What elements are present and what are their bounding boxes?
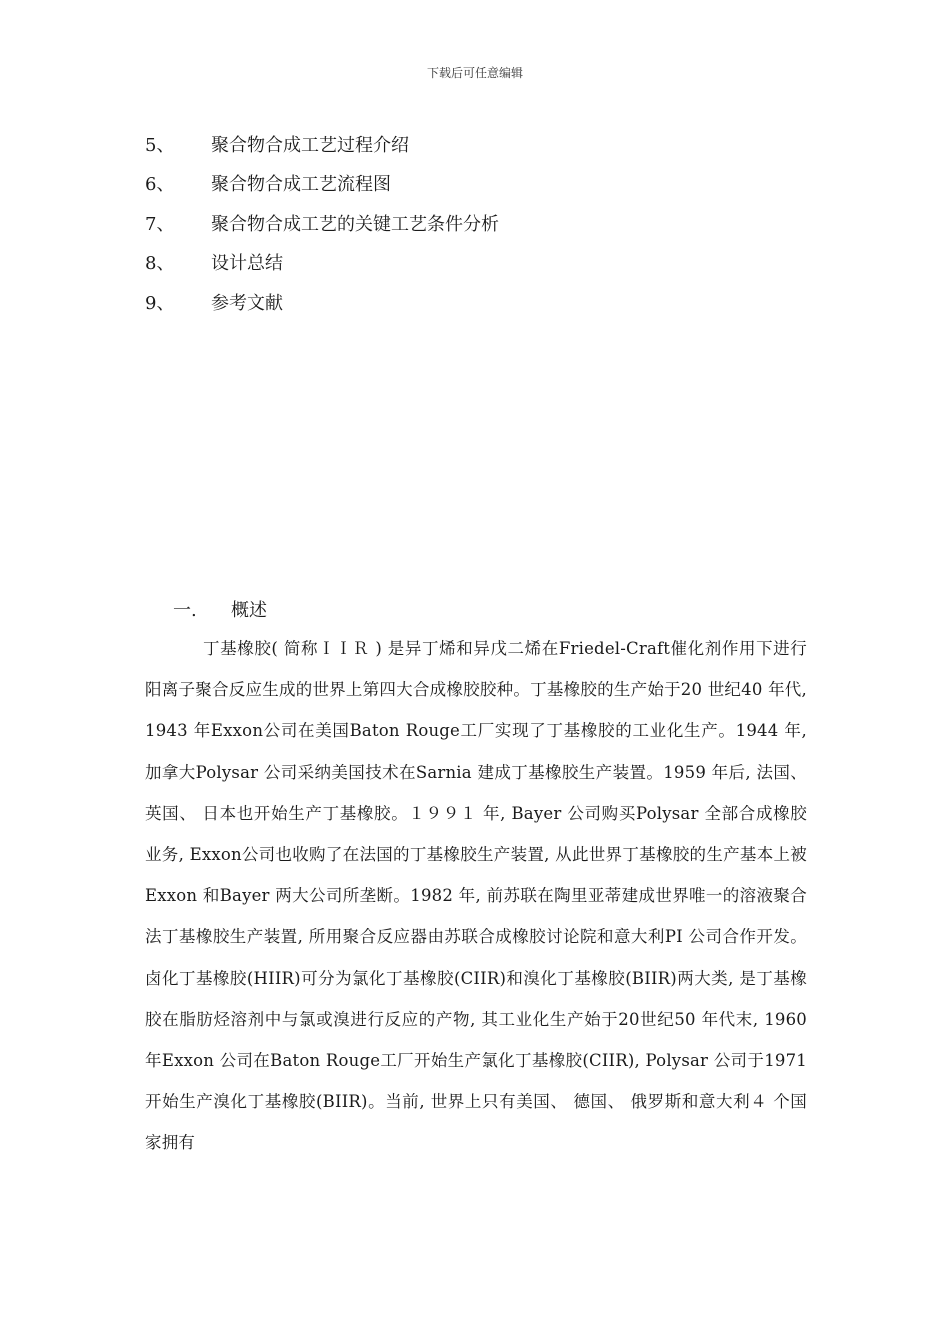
toc-item <box>145 164 499 204</box>
body-paragraph: 丁基橡胶( 简称ＩＩＲ ) 是异丁烯和异戊二烯在Friedel-Craft催化剂作用下进行阳离子聚合反应生成的世界上第四大合成橡胶胶种。丁基橡胶的生产始于20 世纪40 年代, 1943 年Exxon公司在美国Baton Rouge工厂实现了丁基橡胶的工业化生产。1944 年, 加拿大Polysar 公司采纳美国技术在Sarnia 建成丁基橡胶生产装置。1959 年后, 法国、 英国、 日本也开始生产丁基橡胶。１９９１ 年, Bayer 公司购买Polysar 全部合成橡胶业务, Exxon公司也收购了在法国的丁基橡胶生产装置, 从此世界丁基橡胶的生产基本上被Exxon 和Bayer 两大公司所垄断。1982 年, 前苏联在陶里亚蒂建成世界唯一的溶液聚合法丁基橡胶生产装置, 所用聚合反应器由苏联合成橡胶讨论院和意大利PI 公司合作开发。卤化丁基橡胶(HIIR)可分为氯化丁基橡胶(CIIR)和溴化丁基橡胶(BIIR)两大类, 是丁基橡胶在脂肪烃溶剂中与氯或溴进行反应的产物, 其工业化生产始于20世纪50 年代末, 1960 年Exxon 公司在Baton Rouge工厂开始生产氯化丁基橡胶(CIIR), Polysar 公司于1971 开始生产溴化丁基橡胶(BIIR)。当前, 世界上只有美国、 德国、 俄罗斯和意大利４ 个国家拥有 <box>145 639 807 1153</box>
toc-item-label: 设计总结 <box>211 253 283 275</box>
toc-item-label: 聚合物合成工艺流程图 <box>211 174 391 196</box>
toc-item-number: 8、 <box>145 253 175 275</box>
toc-item <box>145 124 499 164</box>
toc-item-label: 聚合物合成工艺过程介绍 <box>211 134 409 156</box>
toc-item-label: 聚合物合成工艺的关键工艺条件分析 <box>211 213 499 235</box>
toc-item <box>145 282 499 322</box>
toc-item-number: 9、 <box>145 292 175 314</box>
table-of-contents <box>145 124 499 322</box>
section-title: 概述 <box>231 600 267 621</box>
toc-item-number: 5、 <box>145 134 175 156</box>
toc-item-number: 6、 <box>145 174 175 196</box>
toc-item-label: 参考文献 <box>211 292 283 314</box>
section-number: 一. <box>173 600 197 621</box>
section-heading <box>173 596 267 622</box>
toc-item <box>145 243 499 283</box>
toc-item <box>145 203 499 243</box>
toc-item-number: 7、 <box>145 213 175 235</box>
page-header: 下载后可任意编辑 <box>426 66 523 80</box>
